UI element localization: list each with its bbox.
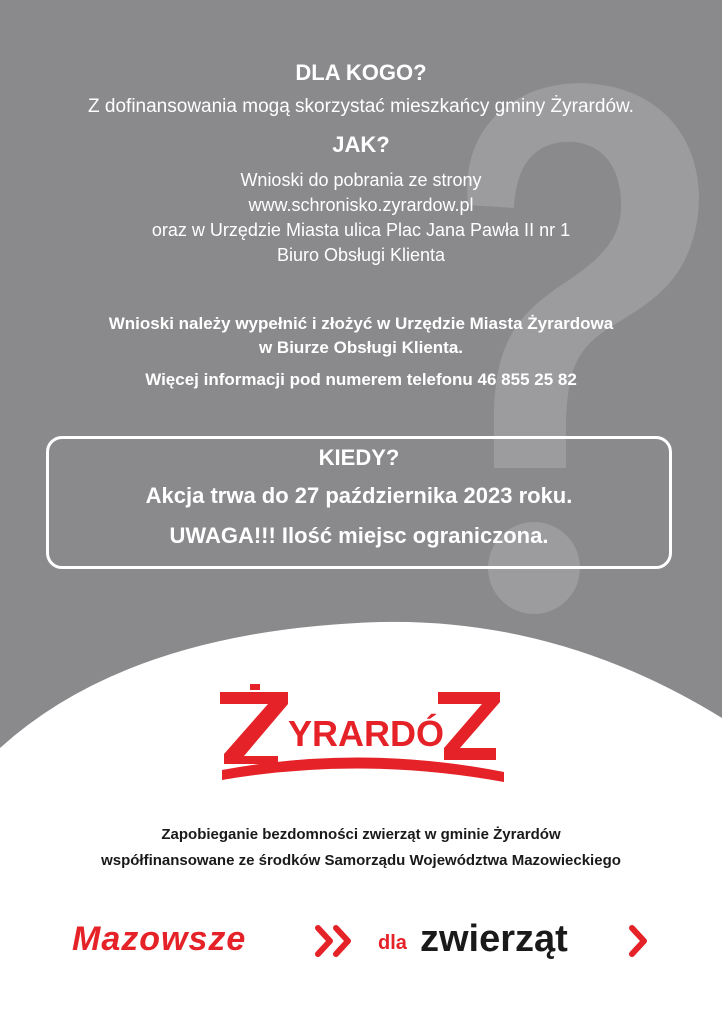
funding-line-1: Zapobieganie bezdomności zwierząt w gminie Żyrardów xyxy=(161,826,561,843)
how-line-3: oraz w Urzędzie Miasta ulica Plac Jana Pawła II nr 1 xyxy=(151,220,571,240)
zyrardow-logo xyxy=(216,684,508,784)
how-line-1: Wnioski do pobrania ze strony xyxy=(240,170,482,190)
how-heading: JAK? xyxy=(332,132,390,157)
how-line-4: Biuro Obsługi Klienta xyxy=(276,245,446,265)
double-chevron-icon xyxy=(314,924,358,958)
when-warning-line: UWAGA!!! Ilość miejsc ograniczona. xyxy=(169,523,549,548)
when-date-line: Akcja trwa do 27 października 2023 roku. xyxy=(145,483,573,508)
website-link[interactable]: www.schronisko.zyrardow.pl xyxy=(248,195,474,215)
mazowsze-small-text: dla xyxy=(378,932,407,954)
submit-line-2: w Biurze Obsługi Klienta. xyxy=(258,338,464,357)
zyrardow-logo-text: YRARDÓ xyxy=(287,713,445,754)
submit-line-1: Wnioski należy wypełnić i złożyć w Urzędzie Miasta Żyrardowa xyxy=(108,314,614,333)
for-whom-heading: DLA KOGO? xyxy=(295,60,427,85)
for-whom-text: Z dofinansowania mogą skorzystać mieszkańcy gminy Żyrardów. xyxy=(88,96,634,117)
mazowsze-logo xyxy=(70,918,660,968)
chevron-right-icon xyxy=(626,924,652,958)
when-heading: KIEDY? xyxy=(318,445,400,470)
when-box xyxy=(46,436,672,569)
mazowsze-brand-text: Mazowsze xyxy=(72,920,247,958)
mazowsze-big-text: zwierząt xyxy=(420,918,568,960)
phone-line: Więcej informacji pod numerem telefonu 46 855 25 82 xyxy=(145,370,577,389)
funding-line-2: współfinansowane ze środków Samorządu Województwa Mazowieckiego xyxy=(101,852,621,869)
